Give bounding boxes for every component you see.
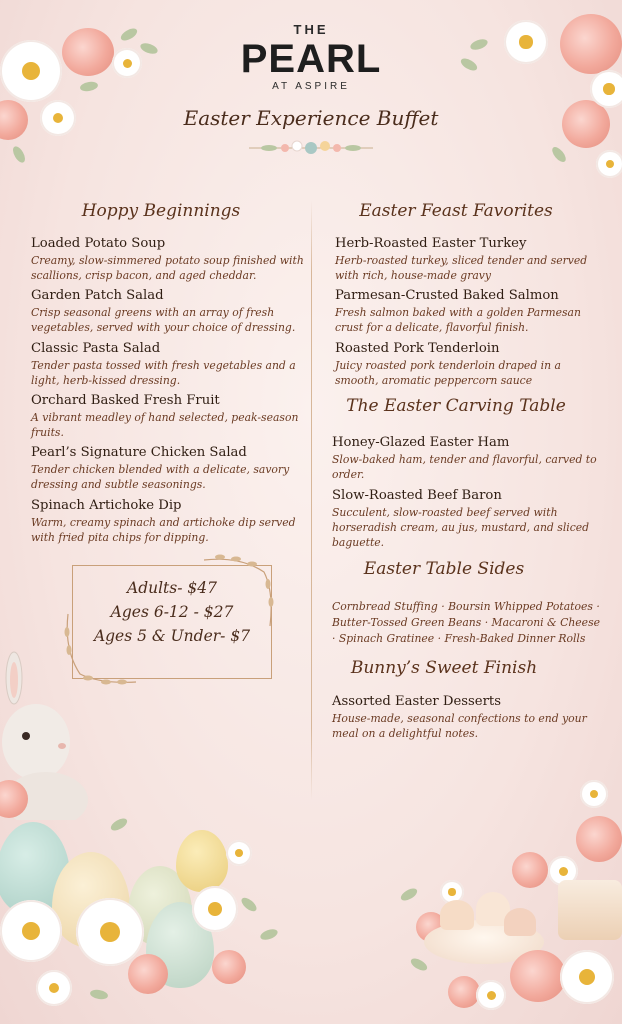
logo-name-text: PEARL (240, 37, 382, 81)
logo-the-text: THE (293, 22, 329, 37)
item-description: Juicy roasted pork tenderloin draped in a smooth, aromatic peppercorn sauce (335, 359, 561, 387)
item-name: Classic Pasta Salad (31, 341, 161, 356)
item-description: A vibrant meadley of hand selected, peak-season fruits. (31, 411, 299, 439)
desserts-and-flowers-bottom-right (380, 780, 622, 1024)
section-title-sweet-finish: Bunny’s Sweet Finish (350, 658, 538, 678)
menu-item (332, 694, 604, 741)
item-name: Assorted Easter Desserts (332, 694, 501, 709)
item-name: Herb-Roasted Easter Turkey (335, 236, 527, 251)
sides-list: Cornbread Stuffing · Boursin Whipped Potatoes · Butter-Tossed Green Beans · Macaroni & Cheese · Spinach Gratinee · Fresh-Baked Dinner Rolls (332, 600, 601, 645)
item-description: Crisp seasonal greens with an array of fresh vegetables, served with your choice of dressing. (31, 306, 296, 334)
item-description: Warm, creamy spinach and artichoke dip served with fried pita chips for dipping. (31, 516, 296, 544)
menu-item (335, 341, 605, 388)
item-name: Pearl’s Signature Chicken Salad (31, 445, 247, 460)
item-description: Creamy, slow-simmered potato soup finished with scallions, crisp bacon, and aged cheddar. (31, 254, 304, 282)
menu-item (31, 288, 306, 335)
item-name: Parmesan-Crusted Baked Salmon (335, 288, 559, 303)
section-title-carving-table: The Easter Carving Table (346, 396, 566, 416)
menu-item (332, 598, 604, 647)
menu-item (31, 393, 306, 440)
item-description: Slow-baked ham, tender and flavorful, carved to order. (332, 453, 597, 481)
menu-item (31, 498, 306, 545)
item-name: Spinach Artichoke Dip (31, 498, 182, 513)
section-title-easter-feast-favorites: Easter Feast Favorites (359, 201, 553, 221)
item-description: Fresh salmon baked with a golden Parmesan crust for a delicate, flavorful finish. (335, 306, 581, 334)
item-name: Roasted Pork Tenderloin (335, 341, 500, 356)
item-description: Succulent, slow-roasted beef served with horseradish cream, au jus, mustard, and sliced baguette. (332, 506, 590, 549)
section-title-hoppy-beginnings: Hoppy Beginnings (81, 201, 241, 221)
price-ages-5-under: Ages 5 & Under- $7 (93, 627, 251, 645)
menu-item (31, 236, 306, 283)
item-description: Tender pasta tossed with fresh vegetables and a light, herb-kissed dressing. (31, 359, 296, 387)
menu-item (31, 341, 306, 388)
page-title: Easter Experience Buffet (183, 106, 439, 130)
logo-subtitle: AT ASPIRE (272, 81, 350, 92)
item-description: House-made, seasonal confections to end your meal on a delightful notes. (332, 712, 587, 740)
menu-item (332, 435, 604, 482)
item-name: Garden Patch Salad (31, 288, 164, 303)
menu-item (335, 288, 605, 335)
eggs-and-flowers-bottom-left (0, 780, 300, 1024)
menu-item (31, 445, 306, 492)
section-title-table-sides: Easter Table Sides (363, 559, 525, 579)
item-name: Slow-Roasted Beef Baron (332, 488, 502, 503)
price-ages-6-12: Ages 6-12 - $27 (110, 603, 234, 621)
logo-name (0, 39, 622, 79)
item-description: Tender chicken blended with a delicate, savory dressing and subtle seasonings. (31, 463, 290, 491)
item-name: Honey-Glazed Easter Ham (332, 435, 510, 450)
menu-item (335, 236, 605, 283)
menu-item (332, 488, 604, 550)
item-name: Orchard Basked Fresh Fruit (31, 393, 220, 408)
item-description: Herb-roasted turkey, sliced tender and served with rich, house-made gravy (335, 254, 588, 282)
price-box-sprig-top-right (200, 552, 280, 632)
price-adults: Adults- $47 (127, 579, 217, 597)
pearl-logo (0, 22, 622, 92)
column-divider (311, 200, 312, 800)
title-floral-ornament (245, 136, 377, 160)
item-name: Loaded Potato Soup (31, 236, 166, 251)
